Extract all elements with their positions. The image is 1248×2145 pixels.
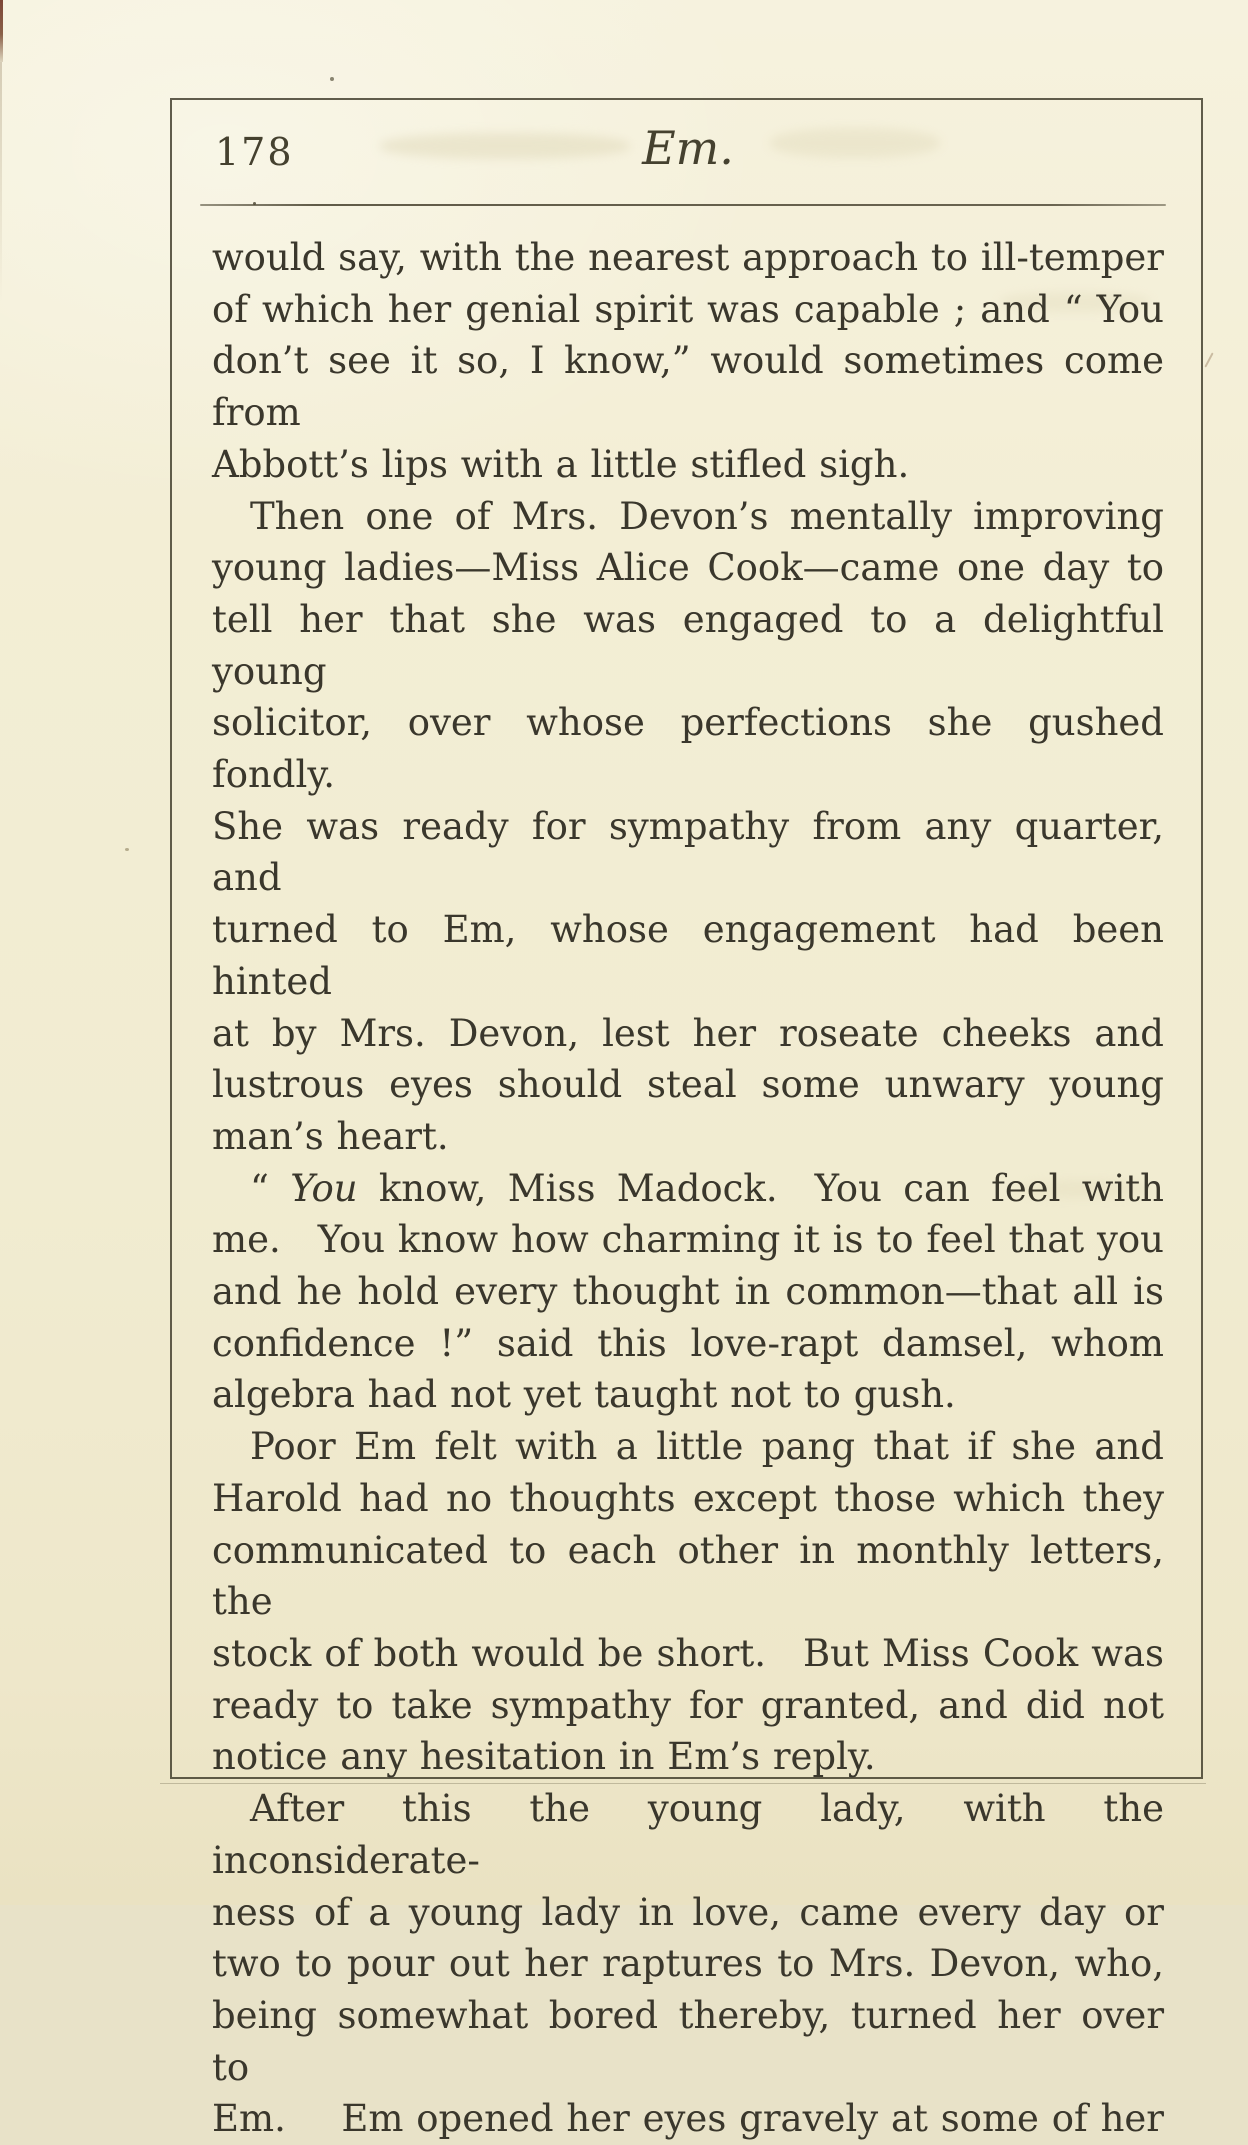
text-run: don’t see it so, I know,” would sometimes come from [212, 339, 1177, 435]
text-line [212, 1163, 1164, 1215]
text-line [212, 904, 1177, 1007]
text-run: of which her genial spirit was capable ; and “ You [212, 287, 1164, 331]
text-line [212, 1731, 1164, 1783]
text-run: tell her that she was engaged to a delightful young [212, 597, 1177, 693]
text-line [212, 1059, 1164, 1111]
text-line [212, 491, 1164, 543]
text-run: me. You know how charming it is to feel that you [212, 1218, 1164, 1262]
header-rule [200, 204, 1166, 206]
running-head-title: Em. [642, 121, 734, 175]
text-line [212, 1938, 1164, 1990]
text-line [212, 1628, 1164, 1680]
text-line [212, 1421, 1164, 1473]
paper-scratch [1204, 352, 1213, 367]
text-line [212, 1680, 1164, 1732]
text-line [212, 1111, 1164, 1163]
paper-speck [330, 77, 334, 81]
body-text [212, 232, 1177, 2145]
text-run: solicitor, over whose perfections she gushed fondly. [212, 701, 1177, 797]
text-run: Abbott’s lips with a little stifled sigh. [212, 442, 910, 486]
text-run: turned to Em, whose engagement had been hinted [212, 908, 1177, 1003]
text-line [212, 1369, 1164, 1421]
text-run: being somewhat bored thereby, turned her over to [212, 1993, 1177, 2089]
text-run: ready to take sympathy for granted, and did not [212, 1683, 1164, 1727]
scan-edge-mark [0, 0, 3, 62]
text-run: communicated to each other in monthly letters, the [212, 1528, 1177, 1624]
text-line [212, 1214, 1164, 1266]
text-line [212, 1318, 1164, 1370]
text-line [212, 232, 1164, 284]
scan-edge-mark-tail [0, 62, 2, 302]
text-line [212, 1008, 1164, 1060]
text-run: She was ready for sympathy from any quarter, and [212, 804, 1177, 900]
text-run: stock of both would be short. But Miss Cook was [212, 1631, 1164, 1675]
text-line [212, 1887, 1164, 1939]
text-run: two to pour out her raptures to Mrs. Devon, who, [212, 1942, 1164, 1986]
text-run: confidence !” said this love-rapt damsel, whom [212, 1321, 1164, 1365]
text-line [212, 439, 1164, 491]
text-run: Then one of Mrs. Devon’s mentally improving [250, 494, 1164, 538]
text-line [212, 542, 1164, 594]
text-run: would say, with the nearest approach to ill-temper [212, 236, 1164, 279]
text-run: young ladies—Miss Alice Cook—came one day to [212, 546, 1164, 590]
text-line [212, 284, 1164, 336]
text-run: know, Miss Madock. You can feel with [357, 1166, 1164, 1210]
text-run: and he hold every thought in common—that all is [212, 1270, 1164, 1314]
text-run: “ [250, 1166, 291, 1210]
text-line [212, 1473, 1164, 1525]
text-run: notice any hesitation in Em’s reply. [212, 1735, 876, 1779]
text-line [212, 594, 1177, 697]
text-run: Harold had no thoughts except those which they [212, 1476, 1164, 1520]
text-run: Em. Em opened her eyes gravely at some of her [212, 2097, 1164, 2141]
text-run: man’s heart. [212, 1114, 449, 1158]
page-number: 178 [215, 130, 294, 174]
text-line [212, 697, 1177, 800]
text-run: lustrous eyes should steal some unwary young [212, 1063, 1164, 1107]
text-run: Poor Em felt with a little pang that if she and [250, 1425, 1164, 1469]
text-run: algebra had not yet taught not to gush. [212, 1373, 956, 1417]
text-line [212, 1783, 1177, 1886]
text-line [212, 1990, 1177, 2093]
text-run: ness of a young lady in love, came every day or [212, 1890, 1164, 1934]
text-line [212, 1525, 1177, 1628]
text-line [212, 801, 1177, 904]
text-line [212, 2093, 1164, 2145]
text-run-italic: You [290, 1166, 358, 1210]
text-line [212, 335, 1177, 438]
paper-speck [125, 848, 129, 851]
text-line [212, 1266, 1164, 1318]
text-run: After this the young lady, with the inconsiderate- [212, 1787, 1177, 1882]
text-run: at by Mrs. Devon, lest her roseate cheeks and [212, 1011, 1164, 1055]
